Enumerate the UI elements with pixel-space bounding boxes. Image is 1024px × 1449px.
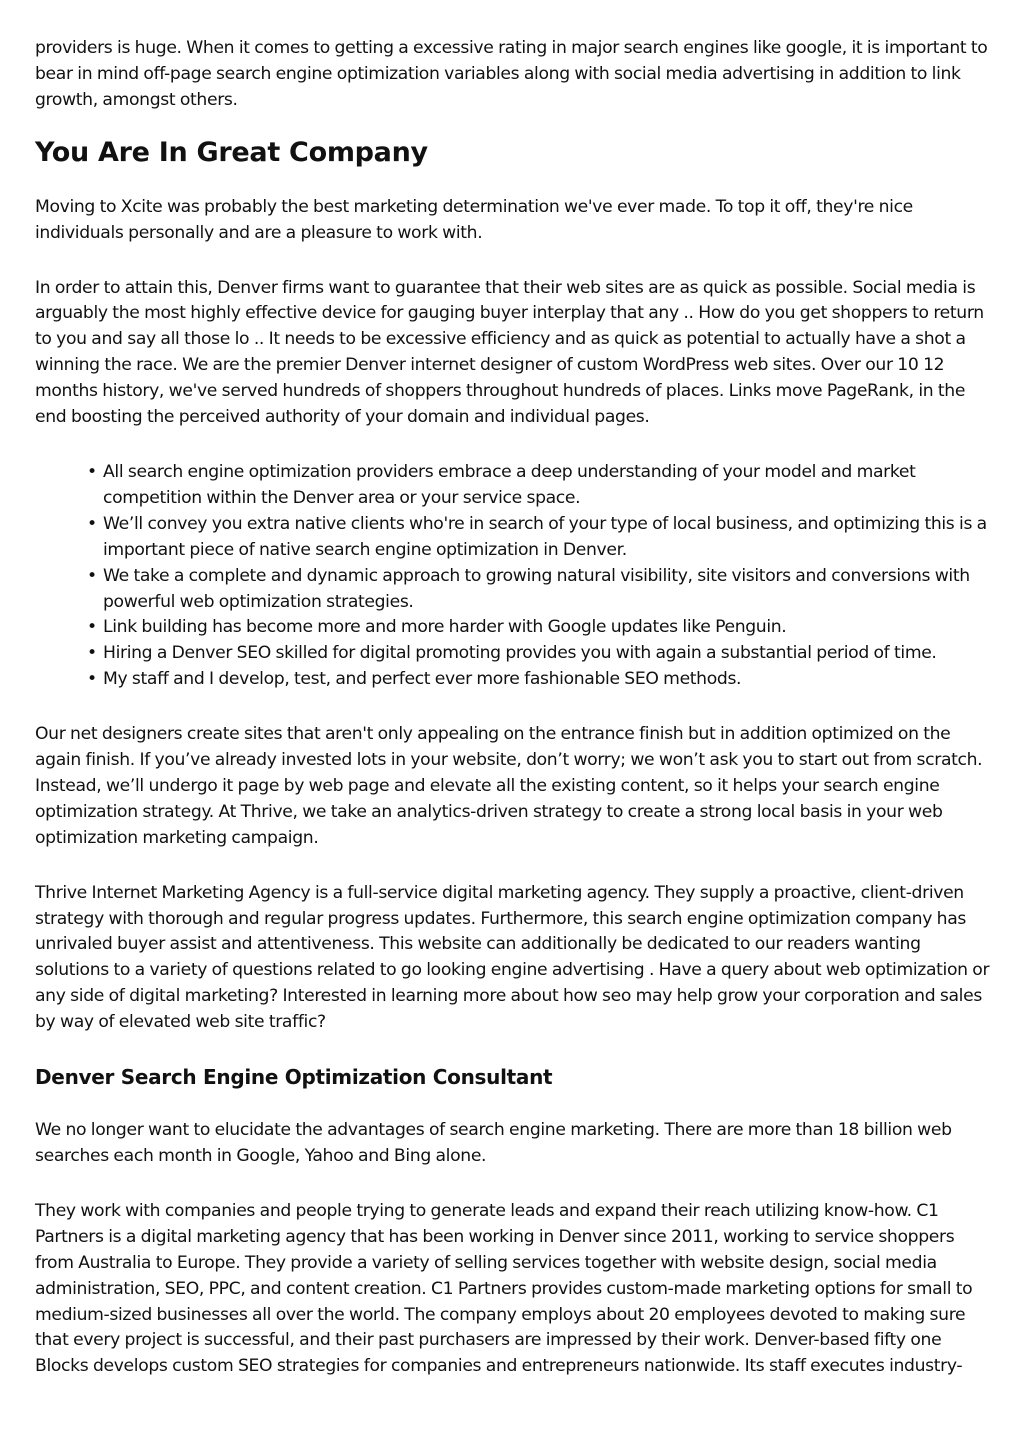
paragraph-net-designers: Our net designers create sites that aren't only appealing on the entrance finish but in addition optimized on the again finish. If you’ve already invested lots in your website, don’t worry; we won’t ask you to start out from scratch. Instead, we’ll undergo it page by web page and elevate all the existing content, so it helps your search engine optimization strategy. At Thrive, we take an analytics-driven strategy to create a strong local basis in your web optimization marketing campaign. — [35, 724, 983, 848]
paragraph-c1-partners: They work with companies and people trying to generate leads and expand their reach utilizing know-how. C1 Partners is a digital marketing agency that has been working in Denver since 2011, working to service shoppers from Australia to Europe. They provide a variety of selling services together with website design, social media administration, SEO, PPC, and content creation. C1 Partners provides custom-made marketing options for small to medium-sized businesses all over the world. The company employs about 20 employees devoted to making sure that every project is successful, and their past purchasers are impressed by their work. Denver-based fifty one Blocks develops custom SEO strategies for companies and entrepreneurs nationwide. Its staff executes industry- — [35, 1200, 973, 1377]
intro-paragraph: providers is huge. When it comes to getting a excessive rating in major search engines like google, it is important to bear in mind off-page search engine optimization variables along with social media advertising in addition to link growth, amongst others. — [35, 38, 988, 110]
list-item: • All search engine optimization providers embrace a deep understanding of your model and market competition within the Denver area or your service space. — [103, 460, 995, 512]
list-item: • Hiring a Denver SEO skilled for digital promoting provides you with again a substantial period of time. — [103, 641, 995, 667]
section-heading-denver-seo-consultant: Denver Search Engine Optimization Consultant — [35, 1065, 553, 1090]
article-body — [35, 36, 995, 1380]
paragraph-xcite: Moving to Xcite was probably the best marketing determination we've ever made. To top it off, they're nice individuals personally and are a pleasure to work with. — [35, 196, 913, 243]
list-item: • We’ll convey you extra native clients who're in search of your type of local business, and optimizing this is a important piece of native search engine optimization in Denver. — [103, 512, 995, 564]
paragraph-thrive-agency: Thrive Internet Marketing Agency is a full-service digital marketing agency. They supply a proactive, client-driven strategy with thorough and regular progress updates. Furthermore, this search engine optimization company has unrivaled buyer assist and attentiveness. This website can additionally be dedicated to our readers wanting solutions to a variety of questions related to go looking engine advertising . Have a query about web optimization or any side of digital marketing? Interested in learning more about how seo may help grow your corporation and sales by way of elevated web site traffic? — [35, 882, 990, 1033]
paragraph-advantages: We no longer want to elucidate the advantages of search engine marketing. There are more than 18 billion web searches each month in Google, Yahoo and Bing alone. — [35, 1120, 952, 1166]
paragraph-denver-firms: In order to attain this, Denver firms want to guarantee that their web sites are as quick as possible. Social media is arguably the most highly effective device for gauging buyer interplay that any .. How do you get shoppers to return to you and say all those lo .. It needs to be excessive efficiency and as quick as potential to actually have a shot a winning the race. We are the premier Denver internet designer of custom WordPress web sites. Over our 10 12 months history, we've served hundreds of shoppers throughout hundreds of places. Links move PageRank, in the end boosting the perceived authority of your domain and individual pages. — [35, 277, 984, 428]
seo-bullet-list — [35, 460, 995, 693]
list-item: • My staff and I develop, test, and perfect ever more fashionable SEO methods. — [103, 667, 995, 693]
list-item: • Link building has become more and more harder with Google updates like Penguin. — [103, 615, 995, 641]
list-item: • We take a complete and dynamic approach to growing natural visibility, site visitors and conversions with powerful web optimization strategies. — [103, 564, 995, 616]
section-heading-great-company: You Are In Great Company — [35, 136, 428, 168]
